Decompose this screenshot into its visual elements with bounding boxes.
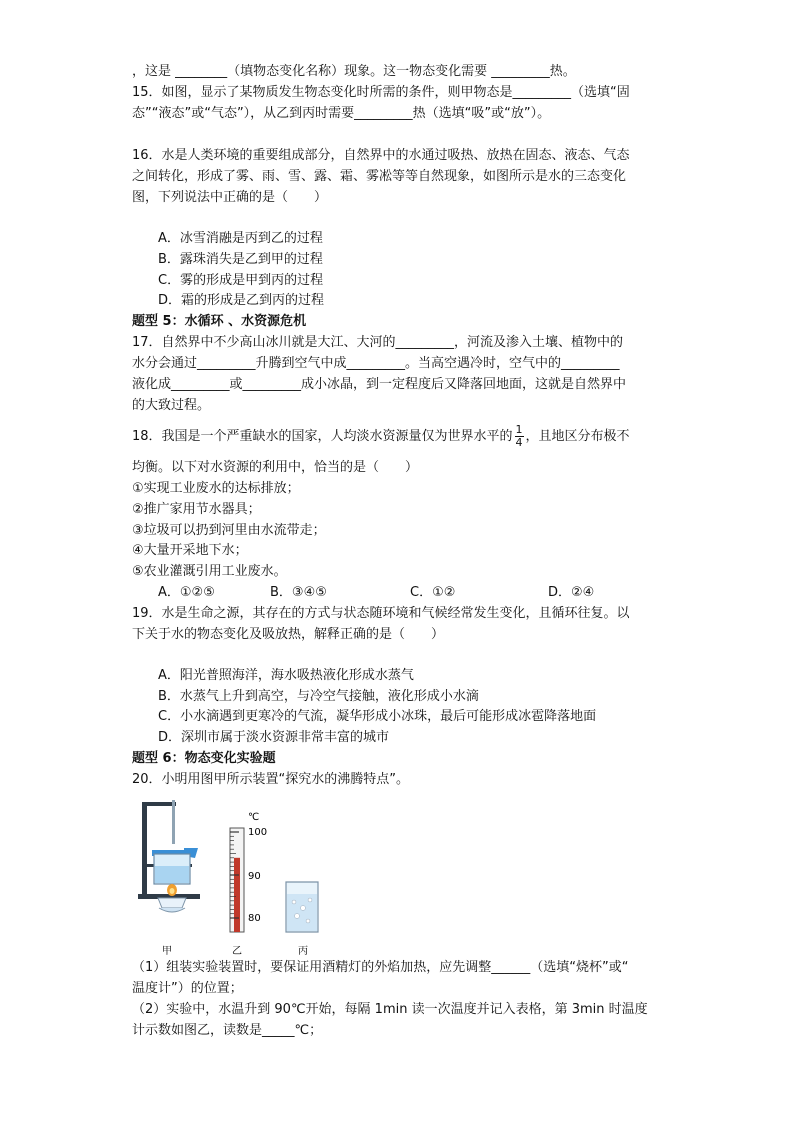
text-line: ，这是 ________（填物态变化名称）现象。这一物态变化需要 _________热。	[132, 64, 576, 79]
bubble	[306, 919, 310, 923]
flame-core	[170, 888, 175, 894]
tick-label-80: 80	[248, 913, 261, 924]
option-a: A．阳光普照海洋，海水吸热液化形成水蒸气	[158, 668, 414, 683]
thermometer-yi	[230, 812, 267, 932]
fraction-denominator: 4	[515, 436, 523, 449]
unit-label: ℃	[248, 812, 260, 823]
question-19: 19．水是生命之源，其存在的方式与状态随环境和气候经常发生变化，且循环往复。以	[132, 606, 630, 621]
option-d: D．深圳市属于淡水资源非常丰富的城市	[158, 730, 390, 745]
option-b: B．③④⑤	[270, 585, 327, 600]
figure-label-jia: 甲	[162, 946, 172, 957]
experiment-figure-svg	[132, 790, 352, 958]
experiment-figure	[132, 790, 352, 962]
figure-label-bing: 丙	[298, 946, 308, 957]
option-a: A．①②⑤	[158, 585, 215, 600]
beaker-bing	[286, 882, 318, 932]
option-d: D．霜的形成是乙到丙的过程	[158, 293, 325, 308]
tick-label-90: 90	[248, 871, 261, 882]
question-17: 17．自然界中不少高山冰川就是大江、大河的_________，河流及渗入土壤、植物中的	[132, 335, 624, 350]
section-heading-5: 题型 5：水循环 、水资源危机	[132, 314, 307, 329]
stand-rod	[142, 802, 147, 896]
list-item: ③垃圾可以扔到河里由水流带走；	[132, 523, 326, 538]
question-16: 16．水是人类环境的重要组成部分，自然界中的水通过吸热、放热在固态、液态、气态	[132, 148, 630, 163]
text-fragment: ，且地区分布极不	[525, 429, 630, 444]
fraction-numerator: 1	[515, 423, 523, 436]
list-item: ④大量开采地下水；	[132, 543, 248, 558]
water-bing	[287, 894, 317, 931]
water-jia	[155, 866, 189, 883]
option-c: C．雾的形成是甲到丙的过程	[158, 273, 324, 288]
text-fragment: 18．我国是一个严重缺水的国家，人均淡水资源量仅为世界水平的	[132, 429, 513, 444]
list-item: ①实现工业废水的达标排放；	[132, 481, 300, 496]
option-b: B．露珠消失是乙到甲的过程	[158, 252, 323, 267]
text-line: 图，下列说法中正确的是（ ）	[132, 190, 328, 205]
list-item: ⑤农业灌溉引用工业废水。	[132, 564, 287, 579]
thermometer-small	[172, 800, 175, 844]
bubble	[295, 914, 300, 919]
option-c: C．①②	[410, 585, 456, 600]
text-line: 态”“液态”或“气态”），从乙到丙时需要_________热（选填“吸”或“放”）。	[132, 106, 551, 121]
stand-arm	[142, 802, 176, 806]
section-heading-6: 题型 6：物态变化实验题	[132, 751, 276, 766]
bubble	[301, 906, 306, 911]
option-a: A．冰雪消融是丙到乙的过程	[158, 231, 323, 246]
fraction	[515, 424, 524, 449]
question-15: 15．如图，显示了某物质发生物态变化时所需的条件，则甲物态是_________（选填“固	[132, 85, 630, 100]
alcohol-lamp-body	[159, 908, 185, 912]
text-line: 均衡。以下对水资源的利用中，恰当的是（ ）	[132, 460, 419, 475]
text-line: 水分会通过_________升腾到空气中成_________。当高空遇冷时，空气中的_________	[132, 356, 620, 371]
bubble	[308, 898, 312, 902]
text-line: 计示数如图乙，读数是_____℃；	[132, 1023, 323, 1038]
list-item: ②推广家用节水器具；	[132, 502, 261, 517]
alcohol-lamp	[158, 898, 186, 908]
text-line: 液化成_________或_________成小冰晶，到一定程度后又降落回地面，这就是自然界中	[132, 377, 627, 392]
text-line: 温度计”）的位置；	[132, 981, 243, 996]
sub-question-1: （1）组装实验装置时，要保证用酒精灯的外焰加热，应先调整______（选填“烧杯”或“	[132, 960, 629, 975]
tick-label-100: 100	[248, 827, 268, 838]
apparatus-jia	[138, 800, 200, 912]
thermometer-liquid	[234, 858, 240, 932]
question-18	[132, 424, 630, 450]
question-20: 20．小明用图甲所示装置“探究水的沸腾特点”。	[132, 772, 410, 787]
figure-label-yi: 乙	[232, 946, 242, 957]
text-line: 的大致过程。	[132, 398, 211, 413]
bubble	[292, 900, 296, 904]
text-line: 之间转化，形成了雾、雨、雪、露、霜、雾凇等等自然现象，如图所示是水的三态变化	[132, 169, 627, 184]
option-b: B．水蒸气上升到高空，与冷空气接触，液化形成小水滴	[158, 689, 479, 704]
option-c: C．小水滴遇到更寒冷的气流，凝华形成小冰珠，最后可能形成冰雹降落地面	[158, 709, 597, 724]
text-line: 下关于水的物态变化及吸放热，解释正确的是（ ）	[132, 627, 445, 642]
option-d: D．②④	[548, 585, 595, 600]
sub-question-2: （2）实验中，水温升到 90℃开始，每隔 1min 读一次温度并记入表格，第 3min 时温度	[132, 1002, 648, 1017]
